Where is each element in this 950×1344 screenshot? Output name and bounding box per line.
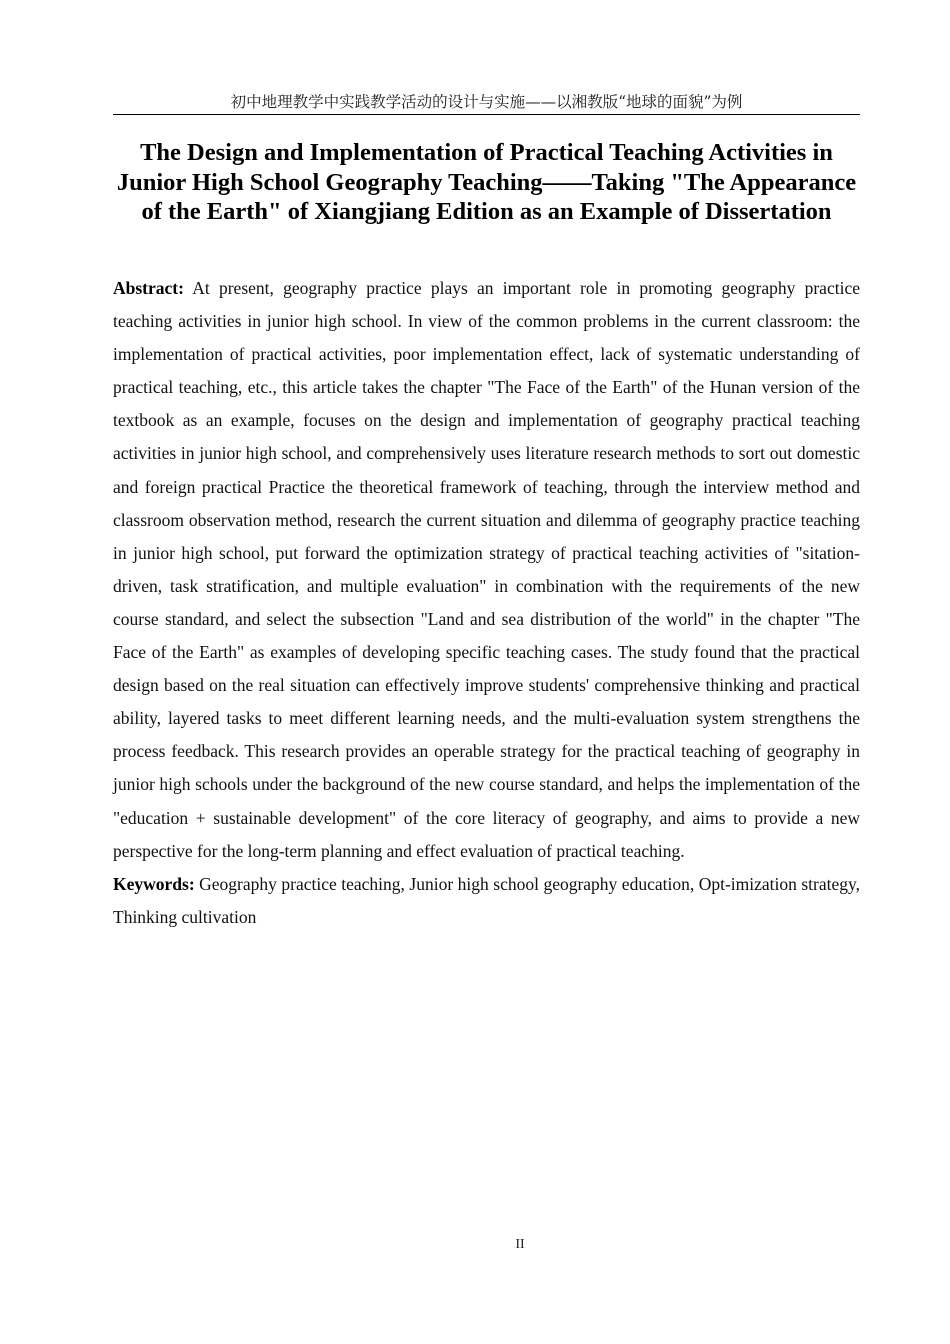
- keywords-label: Keywords:: [113, 873, 195, 894]
- abstract-paragraph: [113, 272, 860, 868]
- running-header-text: 初中地理教学中实践教学活动的设计与实施——以湘教版“地球的面貌”为例: [230, 93, 743, 111]
- keywords-paragraph: [113, 868, 860, 934]
- paper-title: The Design and Implementation of Practical Teaching Activities in Junior High School Geography Teaching——Taking "The Appearance of the Earth" of Xiangjiang Edition as an Example of Dissertation: [116, 139, 857, 225]
- running-header: [113, 90, 860, 115]
- abstract-section: [113, 272, 860, 934]
- abstract-label: Abstract:: [113, 278, 184, 298]
- abstract-text: At present, geography practice plays an important role in promoting geography practice teaching activities in junior high school. In view of the common problems in the current classroom: the implementation of practical activities, poor implementation effect, lack of systematic understanding of practical teaching, etc., this article takes the chapter "The Face of the Earth" of the Hunan version of the textbook as an example, focuses on the design and implementation of geography practical teaching activities in junior high school, and comprehensively uses literature research methods to sort out domestic and foreign practical Practice the theoretical framework of teaching, through the interview method and classroom observation method, research the current situation and dilemma of geography practice teaching in junior high school, put forward the optimization strategy of practical teaching activities of "sitation-driven, task stratification, and multiple evaluation" in combination with the requirements of the new course standard, and select the subsection "Land and sea distribution of the world" in the chapter "The Face of the Earth" as examples of developing specific teaching cases. The study found that the practical design based on the real situation can effectively improve students' comprehensive thinking and practical ability, layered tasks to meet different learning needs, and the multi-evaluation system strengthens the process feedback. This research provides an operable strategy for the practical teaching of geography in junior high schools under the background of the new course standard, and helps the implementation of the "education + sustainable development" of the core literacy of geography, and aims to provide a new perspective for the long-term planning and effect evaluation of practical teaching.: [113, 278, 860, 861]
- keywords-text: Geography practice teaching, Junior high school geography education, Opt-imization strategy, Thinking cultivation: [113, 873, 860, 927]
- page-number: II: [515, 1237, 525, 1252]
